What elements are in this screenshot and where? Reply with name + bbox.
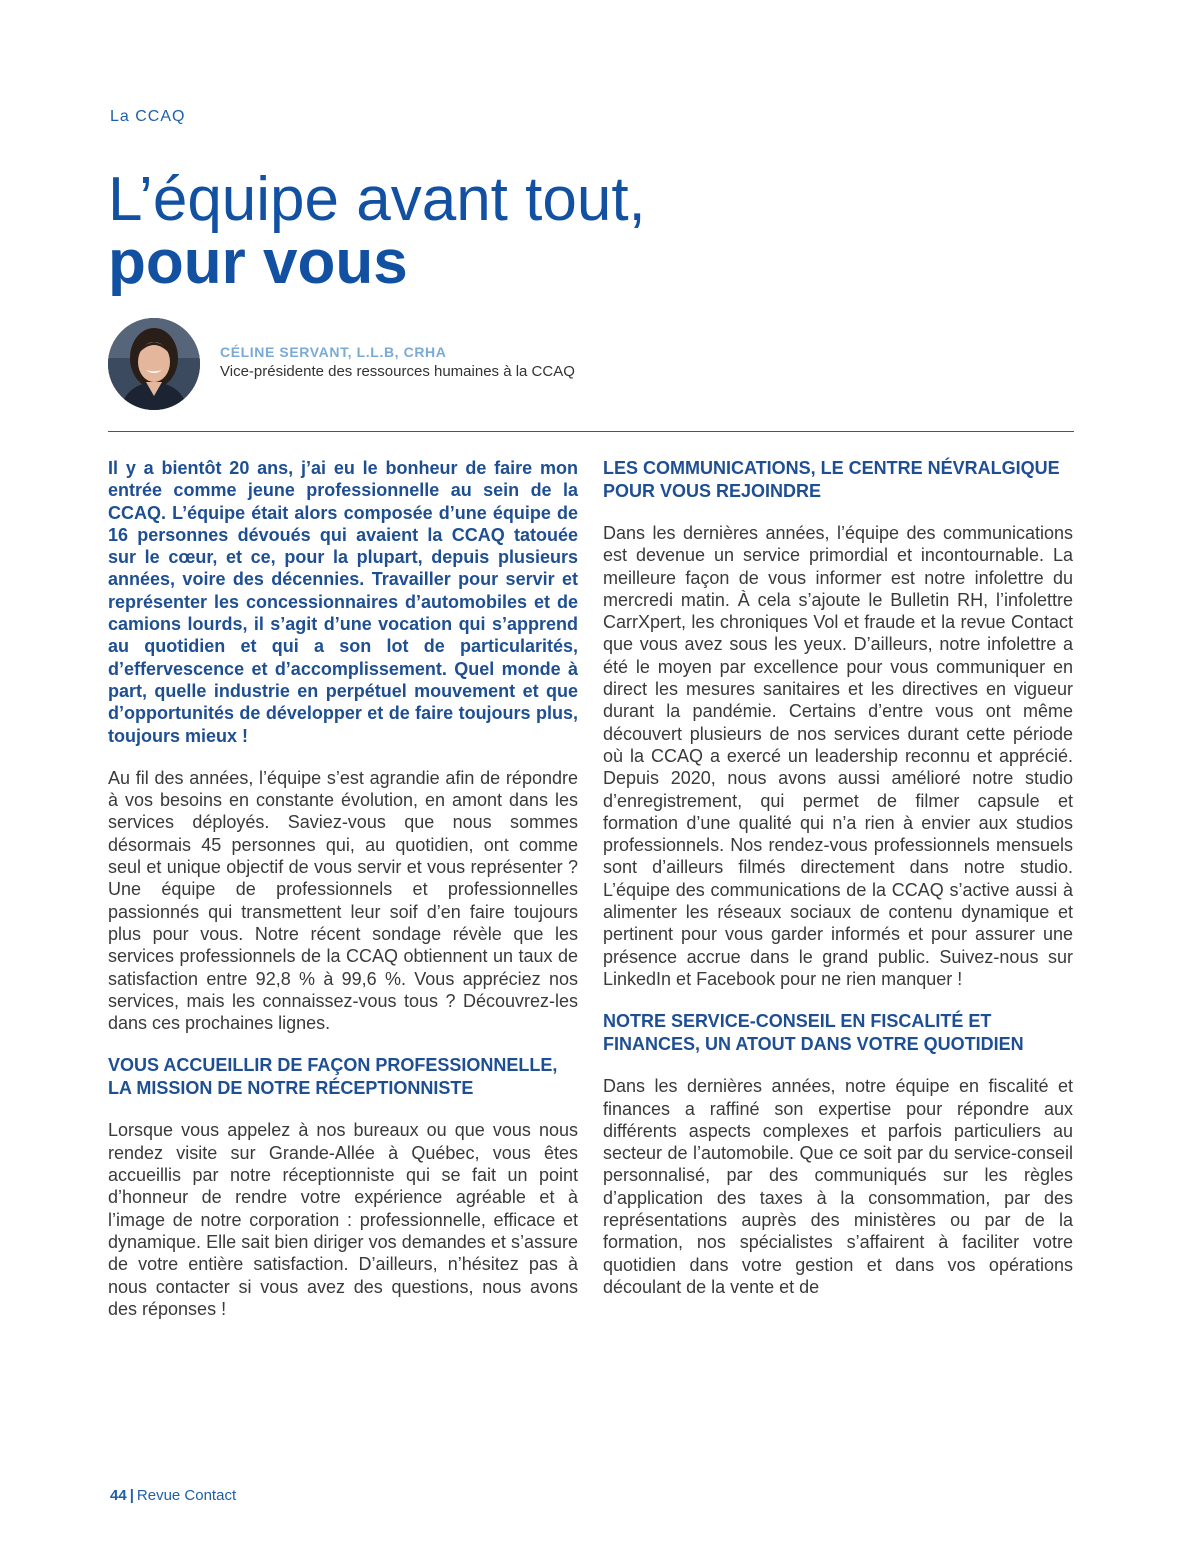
author-avatar — [108, 318, 200, 410]
section-heading: LES COMMUNICATIONS, LE CENTRE NÉVRALGIQUE POUR VOUS REJOINDRE — [603, 458, 1060, 501]
page-footer — [110, 1487, 236, 1504]
author-block — [220, 344, 575, 380]
title-line-1: L’équipe avant tout, — [108, 165, 646, 234]
author-portrait-icon — [108, 318, 200, 410]
section-heading: NOTRE SERVICE-CONSEIL EN FISCALITÉ ET FINANCES, UN ATOUT DANS VOTRE QUOTIDIEN — [603, 1011, 1024, 1054]
body-paragraph: Dans les dernières années, l’équipe des communications est devenue un service primordial et incontournable. La meilleure façon de vous informer est notre infolettre du mercredi matin. À cela s’ajoute le Bulletin RH, l’infolettre CarrXpert, les chroniques Vol et fraude et la revue Contact que vous avez sous les yeux. D’ailleurs, notre infolettre a été le moyen par excellence pour vous communiquer en direct les mesures sanitaires et les directives en vigueur durant la pandémie. Certains d’entre vous ont même découvert plusieurs de nos services durant cette période où la CCAQ a exercé un leadership reconnu et apprécié. Depuis 2020, nous avons aussi amélioré notre studio d’enregistrement, qui permet de filmer capsule et formation d’une qualité qui n’a rien à envier aux studios professionnels. Nos rendez-vous professionnels mensuels sont d’ailleurs filmés directement dans notre studio. L’équipe des communications de la CCAQ s’active aussi à alimenter les réseaux sociaux de contenu dynamique et pertinent pour vous garder informés et pour assurer une présence accrue dans le grand public. Suivez-nous sur LinkedIn et Facebook pour ne rien manquer ! — [603, 523, 1073, 989]
footer-separator: | — [129, 1487, 134, 1504]
title-line-2: pour vous — [108, 228, 408, 298]
body-paragraph: Lorsque vous appelez à nos bureaux ou que vous nous rendez visite sur Grande-Allée à Québec, vous êtes accueillis par notre réceptionniste qui se fait un point d’honneur de rendre votre expérience agréable et à l’image de notre corporation : professionnelle, efficace et dynamique. Elle sait bien diriger vos demandes et s’assure de votre entière satisfaction. D’ailleurs, n’hésitez pas à nous contacter si vous avez des questions, nous avons des réponses ! — [108, 1120, 578, 1319]
left-column — [108, 457, 578, 1320]
publication-name: Revue Contact — [136, 1487, 237, 1504]
author-name: CÉLINE SERVANT, L.L.B, CRHA — [220, 344, 447, 360]
lead-paragraph: Il y a bientôt 20 ans, j’ai eu le bonheur de faire mon entrée comme jeune professionnelle au sein de la CCAQ. L’équipe était alors composée d’une équipe de 16 personnes dévoués qui avaient la CCAQ tatouée sur le cœur, et ce, pour la plupart, depuis plusieurs années, voire des décennies. Travailler pour servir et représenter les concessionnaires d’automobiles et de camions lourds, il s’agit d’une vocation qui s’apprend au quotidien et qui a son lot de particularités, d’effervescence et d’accomplissement. Quel monde à part, quelle industrie en perpétuel mouvement et que d’opportunités de développer et de faire toujours plus, toujours mieux ! — [108, 458, 578, 746]
author-role: Vice-présidente des ressources humaines à la CCAQ — [220, 363, 575, 380]
section-heading: VOUS ACCUEILLIR DE FAÇON PROFESSIONNELLE, LA MISSION DE NOTRE RÉCEPTIONNISTE — [108, 1055, 558, 1098]
body-paragraph: Au fil des années, l’équipe s’est agrandie afin de répondre à vos besoins en constante évolution, en amont dans les services déployés. Saviez-vous que nous sommes désormais 45 personnes qui, au quotidien, ont comme seul et unique objectif de vous servir et vous représenter ? Une équipe de professionnels et professionnelles passionnés qui transmettent leur soif d’en faire toujours plus pour vous. Notre récent sondage révèle que les services professionnels de la CCAQ obtiennent un taux de satisfaction entre 92,8 % à 99,6 %. Vous appréciez nos services, mais les connaissez-vous tous ? Découvrez-les dans ces prochaines lignes. — [108, 767, 578, 1034]
header-divider — [108, 431, 1074, 432]
section-label: La CCAQ — [110, 108, 186, 125]
page-title — [108, 165, 646, 298]
right-column — [603, 457, 1073, 1298]
page-number: 44 — [110, 1487, 127, 1504]
body-paragraph: Dans les dernières années, notre équipe en fiscalité et finances a raffiné son expertise pour répondre aux différents aspects complexes et parfois particuliers au secteur de l’automobile. Que ce soit par du service-conseil personnalisé, par des communiqués sur les règles d’application des taxes à la consommation, par des représentations auprès des ministères ou par de la formation, nos spécialistes s’affairent à faciliter votre quotidien dans votre gestion et dans vos opérations découlant de la vente et de — [603, 1076, 1073, 1297]
